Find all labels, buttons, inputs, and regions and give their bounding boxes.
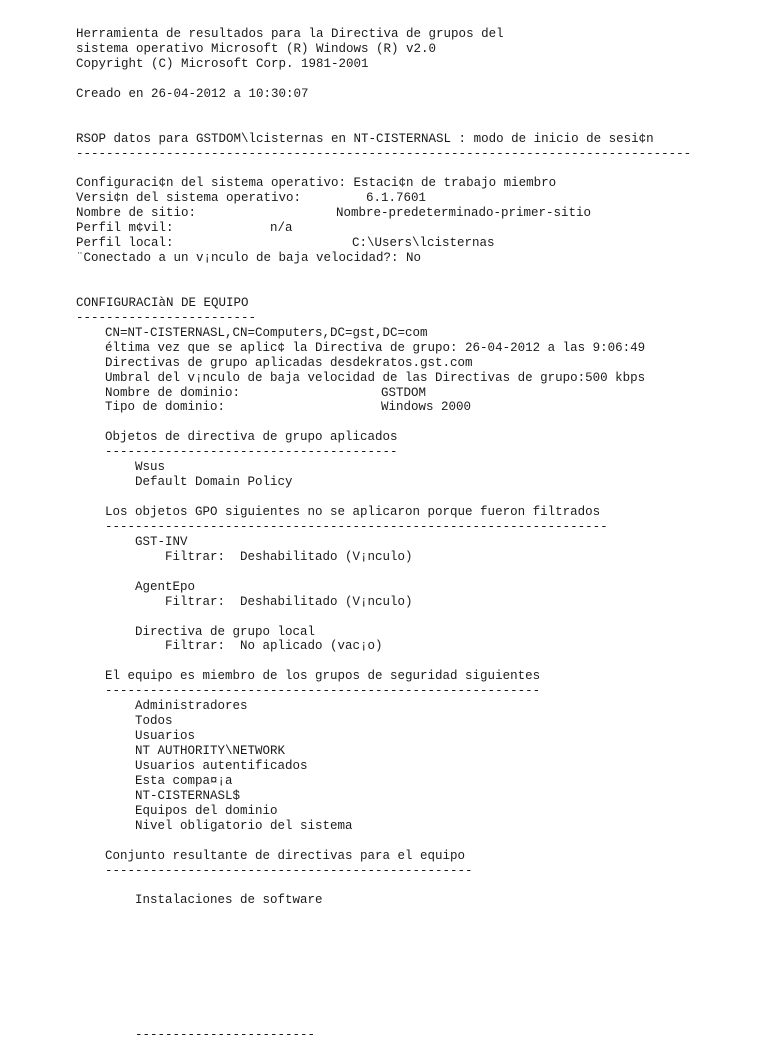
report-line [0, 908, 768, 923]
report-line [0, 371, 768, 386]
line-text: Umbral del v¡nculo de baja velocidad de las Directivas de grupo:500 kbps [105, 370, 646, 385]
line-text: Objetos de directiva de grupo aplicados [105, 430, 398, 445]
line-text: Tipo de dominio: [105, 400, 226, 415]
report-line [0, 654, 768, 669]
report-line [0, 893, 768, 908]
line-text: ---------------------------------------------------------------------------------- [76, 146, 692, 161]
line-text: GST-INV [135, 534, 188, 549]
line-text: Herramienta de resultados para la Directiva de grupos del [76, 27, 504, 41]
line-text: Usuarios autentificados [135, 758, 308, 773]
report-line [0, 669, 768, 684]
report-line [0, 72, 768, 87]
report-line [0, 580, 768, 595]
report-line [0, 849, 768, 864]
report-line [0, 684, 768, 699]
line-text: Nivel obligatorio del sistema [135, 818, 353, 833]
line-text: ------------------------------------------------------------------- [105, 519, 608, 534]
line-text: NT AUTHORITY\NETWORK [135, 744, 286, 758]
report-line [0, 266, 768, 281]
report-line [0, 744, 768, 759]
line-value: Nombre-predeterminado-primer-sitio [336, 206, 592, 221]
line-text: Todos [135, 714, 173, 729]
line-text: Copyright (C) Microsoft Corp. 1981-2001 [76, 56, 369, 71]
report-line [0, 878, 768, 893]
report-line [0, 1013, 768, 1028]
line-text: ¨Conectado a un v¡nculo de baja velocidad?: No [76, 251, 422, 266]
report-line [0, 968, 768, 983]
report-line [0, 415, 768, 430]
report-line [0, 625, 768, 640]
line-text: ---------------------------------------------------------- [105, 684, 541, 699]
report-line [0, 296, 768, 311]
line-value: Windows 2000 [381, 400, 472, 415]
report-line [0, 565, 768, 580]
report-line [0, 953, 768, 968]
line-text: Los objetos GPO siguientes no se aplicaron porque fueron filtrados [105, 505, 601, 519]
line-value: 6.1.7601 [366, 191, 427, 206]
report-line [0, 714, 768, 729]
report-line [0, 490, 768, 505]
line-text: ------------------------------------------------- [105, 863, 473, 878]
report-line [0, 789, 768, 804]
report-line [0, 938, 768, 953]
report-line [0, 87, 768, 102]
report-line [0, 27, 768, 42]
report-line [0, 475, 768, 490]
report-line [0, 804, 768, 819]
line-text: AgentEpo [135, 579, 196, 594]
report-line [0, 998, 768, 1013]
line-text: ------------------------ [135, 1027, 316, 1042]
report-line [0, 102, 768, 117]
line-text: Configuraci¢n del sistema operativo: Estaci¢n de trabajo miembro [76, 176, 557, 191]
report-line [0, 729, 768, 744]
report-line [0, 191, 768, 206]
line-value: GSTDOM [381, 385, 427, 400]
line-text: Creado en 26-04-2012 a 10:30:07 [76, 86, 309, 101]
report-line [0, 311, 768, 326]
line-text: El equipo es miembro de los grupos de seguridad siguientes [105, 669, 541, 684]
report-line [0, 176, 768, 191]
report-line [0, 983, 768, 998]
report-line [0, 42, 768, 57]
line-text: sistema operativo Microsoft (R) Windows (R) v2.0 [76, 41, 437, 56]
report-line [0, 117, 768, 132]
line-text: Nombre de sitio: [76, 206, 197, 221]
report-line [0, 699, 768, 714]
line-text: Equipos del dominio [135, 803, 278, 818]
report-line [0, 535, 768, 550]
line-value: n/a [270, 221, 293, 236]
report-line [0, 774, 768, 789]
line-value: C:\Users\lcisternas [352, 236, 495, 251]
line-text: Conjunto resultante de directivas para el equipo [105, 848, 466, 863]
report-line [0, 57, 768, 72]
report-line [0, 445, 768, 460]
report-line [0, 221, 768, 236]
line-text: Instalaciones de software [135, 893, 323, 908]
report-line [0, 595, 768, 610]
report-line [0, 505, 768, 520]
line-text: CONFIGURACIàN DE EQUIPO [76, 295, 249, 310]
report-line [0, 1028, 768, 1043]
line-text: Directivas de grupo aplicadas desdekratos.gst.com [105, 355, 473, 370]
line-text: Filtrar: No aplicado (vac¡o) [165, 639, 383, 654]
line-text: Nombre de dominio: [105, 385, 241, 400]
line-text: Esta compa¤¡a [135, 773, 233, 788]
report-line [0, 819, 768, 834]
report-line [0, 759, 768, 774]
report-line [0, 236, 768, 251]
report-line [0, 206, 768, 221]
report-line [0, 251, 768, 266]
line-text: éltima vez que se aplic¢ la Directiva de grupo: 26-04-2012 a las 9:06:49 [105, 340, 646, 355]
line-text: Versi¢n del sistema operativo: [76, 191, 302, 206]
line-text: Administradores [135, 699, 248, 714]
line-text: Filtrar: Deshabilitado (V¡nculo) [165, 549, 413, 564]
report-line [0, 430, 768, 445]
line-text: NT-CISTERNASL$ [135, 788, 241, 803]
report-line [0, 132, 768, 147]
report-line [0, 639, 768, 654]
report-line [0, 400, 768, 415]
line-text: Usuarios [135, 729, 196, 744]
line-text: CN=NT-CISTERNASL,CN=Computers,DC=gst,DC=com [105, 325, 428, 340]
line-text: RSOP datos para GSTDOM\lcisternas en NT-CISTERNASL : modo de inicio de sesi¢n [76, 131, 654, 146]
report-line [0, 864, 768, 879]
report-line [0, 161, 768, 176]
report-line [0, 386, 768, 401]
line-text: Perfil local: [76, 236, 174, 251]
report-line [0, 520, 768, 535]
line-text: Wsus [135, 460, 166, 475]
line-text: ------------------------ [76, 310, 257, 325]
line-text: Directiva de grupo local [135, 624, 316, 639]
report-line [0, 341, 768, 356]
report-line [0, 460, 768, 475]
report-line [0, 356, 768, 371]
line-text: --------------------------------------- [105, 445, 398, 460]
report-line [0, 326, 768, 341]
report-line [0, 550, 768, 565]
report-line [0, 147, 768, 162]
report-line [0, 281, 768, 296]
line-text: Perfil m¢vil: [76, 221, 174, 236]
line-text: Filtrar: Deshabilitado (V¡nculo) [165, 594, 413, 609]
line-text: Default Domain Policy [135, 475, 293, 490]
report-line [0, 610, 768, 625]
report-line [0, 834, 768, 849]
report-line [0, 923, 768, 938]
